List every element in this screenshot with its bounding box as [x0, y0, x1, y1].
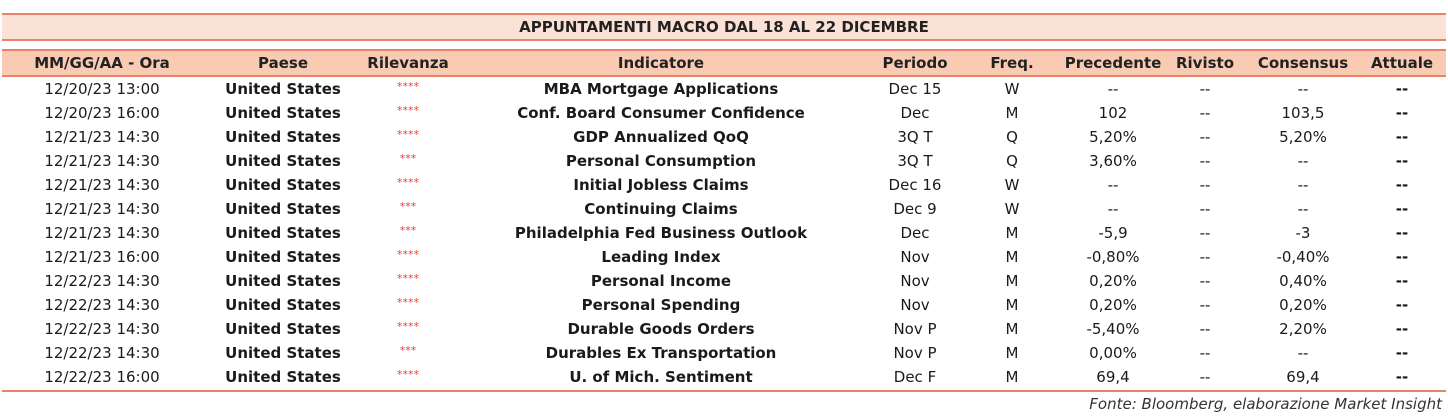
cell-country: United States	[225, 200, 341, 218]
cell-country: United States	[225, 104, 341, 122]
cell-freq: M	[1005, 248, 1019, 266]
cell-previous: 0,20%	[1089, 272, 1137, 290]
cell-actual: --	[1395, 152, 1409, 170]
table-title: APPUNTAMENTI MACRO DAL 18 AL 22 DICEMBRE	[2, 13, 1446, 41]
cell-consensus: 0,40%	[1279, 272, 1327, 290]
cell-country: United States	[225, 224, 341, 242]
cell-date: 12/21/23 14:30	[44, 128, 160, 146]
header-date: MM/GG/AA - Ora	[34, 54, 170, 72]
cell-consensus: --	[1297, 152, 1309, 170]
cell-date: 12/21/23 14:30	[44, 200, 160, 218]
cell-previous: 0,20%	[1089, 296, 1137, 314]
cell-date: 12/22/23 14:30	[44, 320, 160, 338]
header-actual: Attuale	[1370, 54, 1434, 72]
cell-revised: --	[1199, 104, 1211, 122]
cell-indicator: Personal Spending	[581, 296, 741, 314]
cell-actual: --	[1395, 200, 1409, 218]
table-row	[2, 77, 1446, 101]
cell-actual: --	[1395, 176, 1409, 194]
cell-indicator: Personal Income	[590, 272, 732, 290]
table-row	[2, 221, 1446, 245]
cell-freq: M	[1005, 224, 1019, 242]
cell-period: 3Q T	[897, 152, 933, 170]
header-freq: Freq.	[990, 54, 1034, 72]
cell-relevance: ***	[399, 200, 417, 213]
cell-revised: --	[1199, 248, 1211, 266]
cell-date: 12/21/23 16:00	[44, 248, 160, 266]
cell-previous: 0,00%	[1089, 344, 1137, 362]
cell-indicator: Continuing Claims	[584, 200, 738, 218]
table-row	[2, 317, 1446, 341]
cell-freq: Q	[1006, 152, 1018, 170]
cell-indicator: U. of Mich. Sentiment	[569, 368, 753, 386]
table-body	[2, 77, 1446, 389]
cell-previous: 102	[1098, 104, 1128, 122]
cell-consensus: 0,20%	[1279, 296, 1327, 314]
cell-actual: --	[1395, 296, 1409, 314]
cell-relevance: ****	[397, 248, 419, 261]
cell-period: Dec 9	[893, 200, 937, 218]
cell-indicator: MBA Mortgage Applications	[543, 80, 779, 98]
cell-country: United States	[225, 296, 341, 314]
cell-revised: --	[1199, 176, 1211, 194]
cell-period: Nov P	[893, 344, 937, 362]
cell-freq: M	[1005, 320, 1019, 338]
table-row	[2, 149, 1446, 173]
cell-indicator: GDP Annualized QoQ	[573, 128, 749, 146]
cell-freq: M	[1005, 104, 1019, 122]
cell-previous: -0,80%	[1086, 248, 1140, 266]
cell-date: 12/21/23 14:30	[44, 224, 160, 242]
cell-previous: -5,40%	[1086, 320, 1140, 338]
cell-country: United States	[225, 80, 341, 98]
cell-relevance: ****	[397, 176, 419, 189]
cell-relevance: ****	[397, 104, 419, 117]
cell-freq: W	[1004, 200, 1020, 218]
cell-actual: --	[1395, 248, 1409, 266]
cell-indicator: Durable Goods Orders	[567, 320, 755, 338]
cell-consensus: --	[1297, 176, 1309, 194]
cell-date: 12/20/23 13:00	[44, 80, 160, 98]
cell-freq: M	[1005, 368, 1019, 386]
cell-country: United States	[225, 320, 341, 338]
cell-previous: --	[1107, 200, 1119, 218]
cell-period: Dec 16	[888, 176, 942, 194]
cell-actual: --	[1395, 344, 1409, 362]
cell-relevance: ****	[397, 368, 419, 381]
cell-indicator: Philadelphia Fed Business Outlook	[514, 224, 808, 242]
cell-date: 12/22/23 14:30	[44, 344, 160, 362]
cell-date: 12/21/23 14:30	[44, 152, 160, 170]
cell-date: 12/21/23 14:30	[44, 176, 160, 194]
cell-period: 3Q T	[897, 128, 933, 146]
cell-country: United States	[225, 368, 341, 386]
cell-indicator: Leading Index	[601, 248, 721, 266]
cell-actual: --	[1395, 80, 1409, 98]
cell-consensus: --	[1297, 344, 1309, 362]
cell-revised: --	[1199, 152, 1211, 170]
cell-indicator: Conf. Board Consumer Confidence	[517, 104, 805, 122]
cell-consensus: 103,5	[1281, 104, 1325, 122]
cell-revised: --	[1199, 128, 1211, 146]
cell-previous: 3,60%	[1089, 152, 1137, 170]
header-period: Periodo	[882, 54, 948, 72]
cell-date: 12/22/23 14:30	[44, 272, 160, 290]
cell-consensus: -0,40%	[1276, 248, 1330, 266]
table-row	[2, 293, 1446, 317]
header-revised: Rivisto	[1175, 54, 1234, 72]
cell-date: 12/20/23 16:00	[44, 104, 160, 122]
table-bottom-rule	[2, 390, 1446, 392]
cell-previous: 69,4	[1096, 368, 1130, 386]
cell-period: Dec F	[893, 368, 937, 386]
cell-revised: --	[1199, 344, 1211, 362]
cell-date: 12/22/23 16:00	[44, 368, 160, 386]
cell-revised: --	[1199, 320, 1211, 338]
table-header	[2, 49, 1446, 77]
cell-country: United States	[225, 128, 341, 146]
cell-country: United States	[225, 152, 341, 170]
source-note: Fonte: Bloomberg, elaborazione Market Insight	[1089, 395, 1442, 413]
cell-country: United States	[225, 344, 341, 362]
table-row	[2, 197, 1446, 221]
cell-freq: Q	[1006, 128, 1018, 146]
cell-consensus: 5,20%	[1279, 128, 1327, 146]
cell-consensus: --	[1297, 200, 1309, 218]
cell-relevance: ***	[399, 344, 417, 357]
table-row	[2, 125, 1446, 149]
header-previous: Precedente	[1064, 54, 1162, 72]
cell-actual: --	[1395, 224, 1409, 242]
table-row	[2, 341, 1446, 365]
cell-date: 12/22/23 14:30	[44, 296, 160, 314]
cell-consensus: 69,4	[1286, 368, 1320, 386]
cell-relevance: ****	[397, 128, 419, 141]
cell-previous: 5,20%	[1089, 128, 1137, 146]
header-indicator: Indicatore	[617, 54, 705, 72]
cell-period: Nov	[900, 296, 930, 314]
cell-period: Dec 15	[888, 80, 942, 98]
cell-previous: -5,9	[1098, 224, 1128, 242]
cell-relevance: ***	[399, 224, 417, 237]
cell-relevance: ****	[397, 80, 419, 93]
table-row	[2, 173, 1446, 197]
cell-freq: M	[1005, 296, 1019, 314]
cell-indicator: Initial Jobless Claims	[573, 176, 749, 194]
table-row	[2, 269, 1446, 293]
cell-consensus: -3	[1295, 224, 1311, 242]
cell-period: Dec	[900, 224, 930, 242]
cell-country: United States	[225, 176, 341, 194]
cell-freq: W	[1004, 80, 1020, 98]
cell-revised: --	[1199, 224, 1211, 242]
cell-revised: --	[1199, 296, 1211, 314]
cell-country: United States	[225, 248, 341, 266]
cell-actual: --	[1395, 128, 1409, 146]
cell-indicator: Durables Ex Transportation	[545, 344, 777, 362]
cell-period: Nov P	[893, 320, 937, 338]
cell-relevance: ****	[397, 320, 419, 333]
cell-freq: M	[1005, 272, 1019, 290]
cell-actual: --	[1395, 104, 1409, 122]
cell-actual: --	[1395, 320, 1409, 338]
cell-previous: --	[1107, 80, 1119, 98]
cell-consensus: --	[1297, 80, 1309, 98]
cell-consensus: 2,20%	[1279, 320, 1327, 338]
cell-relevance: ****	[397, 296, 419, 309]
cell-previous: --	[1107, 176, 1119, 194]
cell-indicator: Personal Consumption	[565, 152, 757, 170]
cell-revised: --	[1199, 272, 1211, 290]
table-row	[2, 245, 1446, 269]
cell-revised: --	[1199, 80, 1211, 98]
cell-freq: M	[1005, 344, 1019, 362]
cell-relevance: ****	[397, 272, 419, 285]
cell-actual: --	[1395, 272, 1409, 290]
cell-period: Dec	[900, 104, 930, 122]
cell-period: Nov	[900, 272, 930, 290]
table-row	[2, 101, 1446, 125]
cell-freq: W	[1004, 176, 1020, 194]
cell-period: Nov	[900, 248, 930, 266]
table-row	[2, 365, 1446, 389]
cell-revised: --	[1199, 368, 1211, 386]
header-consensus: Consensus	[1257, 54, 1349, 72]
cell-revised: --	[1199, 200, 1211, 218]
cell-relevance: ***	[399, 152, 417, 165]
cell-country: United States	[225, 272, 341, 290]
cell-actual: --	[1395, 368, 1409, 386]
header-country: Paese	[258, 54, 308, 72]
header-relevance: Rilevanza	[367, 54, 449, 72]
